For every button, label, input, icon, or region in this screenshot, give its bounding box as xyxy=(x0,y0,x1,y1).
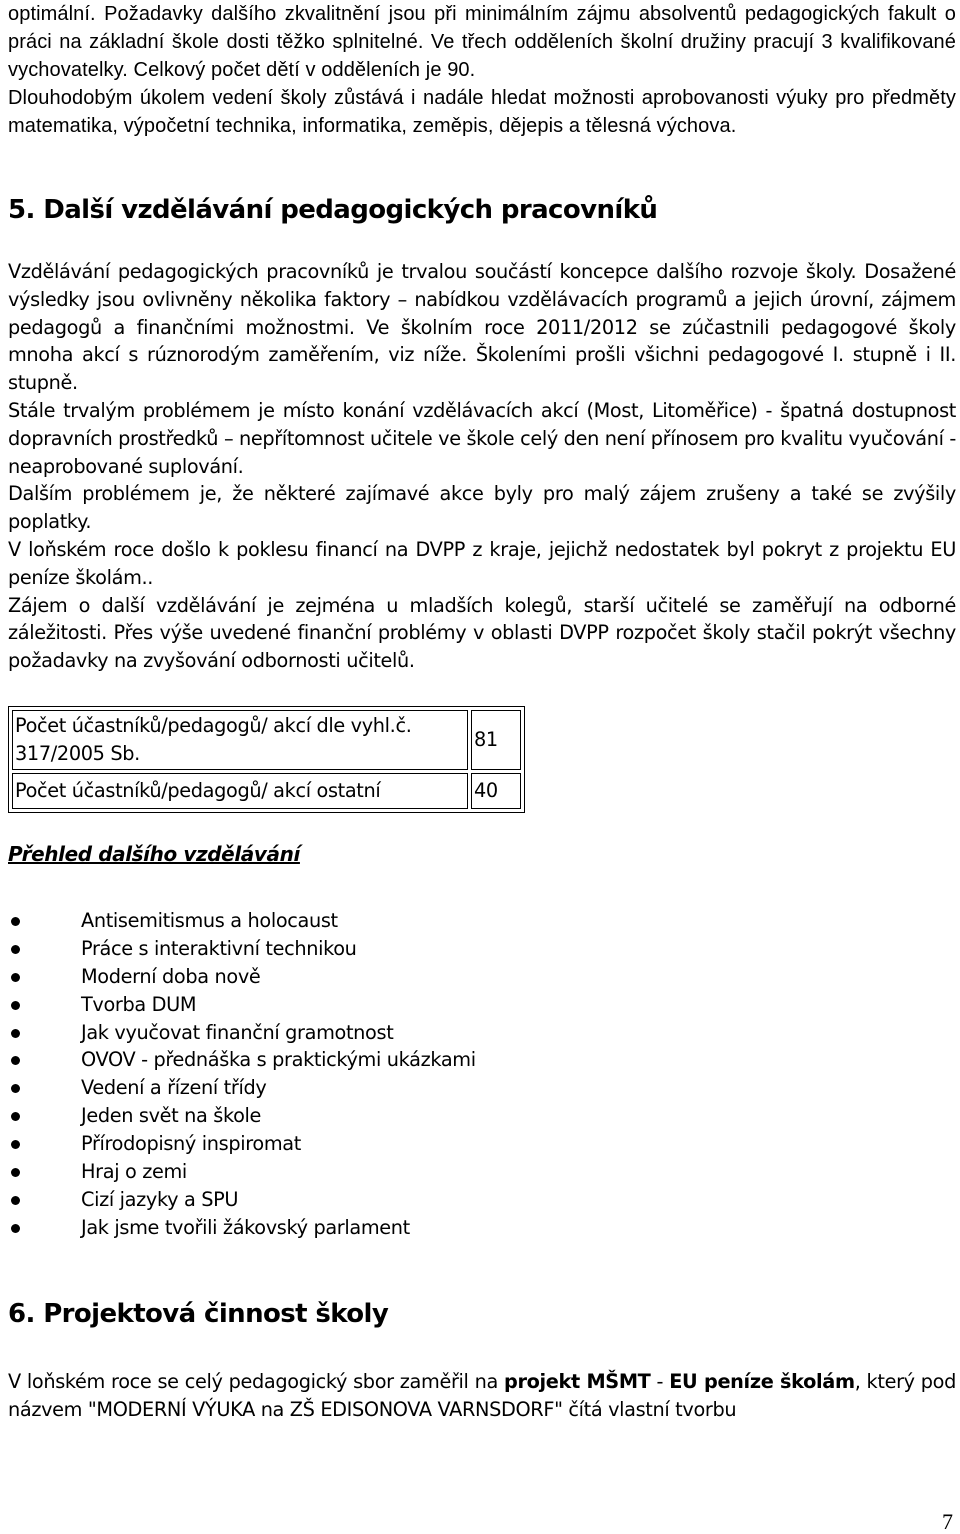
course-label: Práce s interaktivní technikou xyxy=(81,936,357,960)
bullet-icon xyxy=(11,1140,20,1149)
table-cell-label: Počet účastníků/pedagogů/ akcí ostatní xyxy=(12,773,468,809)
bullet-icon xyxy=(11,917,20,926)
bullet-icon xyxy=(11,1112,20,1121)
list-item xyxy=(8,963,476,991)
course-label: Cizí jazyky a SPU xyxy=(81,1187,239,1211)
list-item xyxy=(8,1130,476,1158)
list-item xyxy=(8,1019,476,1047)
bullet-icon xyxy=(11,945,20,954)
course-label: Antisemitismus a holocaust xyxy=(81,909,338,932)
course-label: Tvorba DUM xyxy=(81,992,197,1016)
course-label: Moderní doba nově xyxy=(81,964,261,988)
list-item xyxy=(8,1046,476,1074)
course-label: Jeden svět na škole xyxy=(81,1104,262,1128)
bullet-icon xyxy=(11,1168,20,1177)
participants-table xyxy=(8,706,525,813)
bullet-icon xyxy=(11,1029,20,1038)
table-row xyxy=(12,710,521,770)
overview-title: Přehled dalšího vzdělávání xyxy=(8,842,300,866)
section-5-paragraph: Zájem o další vzdělávání je zejména u mladších kolegů, starší učitelé se zaměřují na odborné záležitosti. Přes výše uvedené finanční problémy v oblasti DVPP rozpočet školy stačil pokrýt všechny požadavky na zvyšování odbornosti učitelů. xyxy=(8,593,956,673)
list-item xyxy=(8,1102,476,1130)
page-number: 7 xyxy=(942,1509,953,1534)
intro-paragraph-1 xyxy=(8,0,956,84)
section-6-body xyxy=(8,1368,956,1424)
intro-text-1: optimální. Požadavky dalšího zkvalitnění jsou při minimálním zájmu absolventů pedagogických fakult o práci na základní škole dosti těžko splnitelné. Ve třech odděleních školní družiny pracují 3 kvalifikované vychovatelky. Celkový počet dětí v odděleních je 90. xyxy=(8,3,956,81)
bullet-icon xyxy=(11,1196,20,1205)
section-5-heading: 5. Další vzdělávání pedagogických pracovníků xyxy=(8,195,658,225)
intro-paragraph-2 xyxy=(8,84,956,140)
bullet-icon xyxy=(11,973,20,982)
section-5-paragraph: Dalším problémem je, že některé zajímavé akce byly pro malý zájem zrušeny a také se zvýšily poplatky. xyxy=(8,482,956,534)
list-item xyxy=(8,935,476,963)
bullet-icon xyxy=(11,1001,20,1010)
section-5-paragraph: Vzdělávání pedagogických pracovníků je trvalou součástí koncepce dalšího rozvoje školy. Dosažené výsledky jsou ovlivněny několika faktory – nabídkou vzdělávacích programů a jejich úrovní, zájmem pedagogů a finančními možnostmi. Ve školním roce 2011/2012 se zúčastnili pedagogové školy mnoha akcí s rúznorodým zaměřením, viz níže. Školeními prošli všichni pedagogové I. stupně i II. stupně. xyxy=(8,260,956,395)
list-item xyxy=(8,1158,476,1186)
courses-list xyxy=(8,907,476,1242)
eu-program-bold: EU peníze školám xyxy=(669,1370,855,1393)
section-5-body xyxy=(8,258,956,675)
list-item xyxy=(8,1214,476,1242)
course-label: Jak vyučovat finanční gramotnost xyxy=(81,1020,394,1044)
course-label: Přírodopisný inspiromat xyxy=(81,1132,301,1156)
course-label: Vedení a řízení třídy xyxy=(81,1076,267,1100)
section-6-dash: - xyxy=(650,1370,670,1393)
list-item xyxy=(8,1186,476,1214)
section-6-text-start: V loňském roce se celý pedagogický sbor zaměřil na xyxy=(8,1370,504,1393)
table-row xyxy=(12,773,521,809)
section-6-paragraph xyxy=(8,1368,956,1424)
intro-text-2: Dlouhodobým úkolem vedení školy zůstává i nadále hledat možnosti aprobovanosti výuky pro předměty matematika, výpočetní technika, informatika, zeměpis, dějepis a tělesná výchova. xyxy=(8,87,956,137)
list-item xyxy=(8,991,476,1019)
bullet-icon xyxy=(11,1084,20,1093)
list-item xyxy=(8,907,476,935)
section-6-text-end: , který pod názvem "MODERNÍ VÝUKA na ZŠ EDISONOVA VARNSDORF" čítá vlastní tvorbu xyxy=(8,1370,956,1421)
table-cell-value: 40 xyxy=(471,773,521,809)
table-cell-value: 81 xyxy=(471,710,521,770)
bullet-icon xyxy=(11,1224,20,1233)
bullet-icon xyxy=(11,1056,20,1065)
project-name-bold: projekt MŠMT xyxy=(504,1370,651,1393)
table-cell-label: Počet účastníků/pedagogů/ akcí dle vyhl.č. 317/2005 Sb. xyxy=(12,710,468,770)
section-5-paragraph: Stále trvalým problémem je místo konání vzdělávacích akcí (Most, Litoměřice) - špatná dostupnost dopravních prostředků – nepřítomnost učitele ve škole celý den není přínosem pro kvalitu vyučování - neaprobované suplování. xyxy=(8,398,956,478)
list-item xyxy=(8,1074,476,1102)
section-6-heading: 6. Projektová činnost školy xyxy=(8,1299,389,1329)
section-5-paragraph: V loňském roce došlo k poklesu financí na DVPP z kraje, jejichž nedostatek byl pokryt z projektu EU peníze školám.. xyxy=(8,537,956,589)
course-label: Hraj o zemi xyxy=(81,1160,187,1184)
course-label: OVOV - přednáška s praktickými ukázkami xyxy=(81,1048,476,1072)
participants-table-wrapper xyxy=(8,706,525,813)
course-label: Jak jsme tvořili žákovský parlament xyxy=(81,1215,410,1239)
